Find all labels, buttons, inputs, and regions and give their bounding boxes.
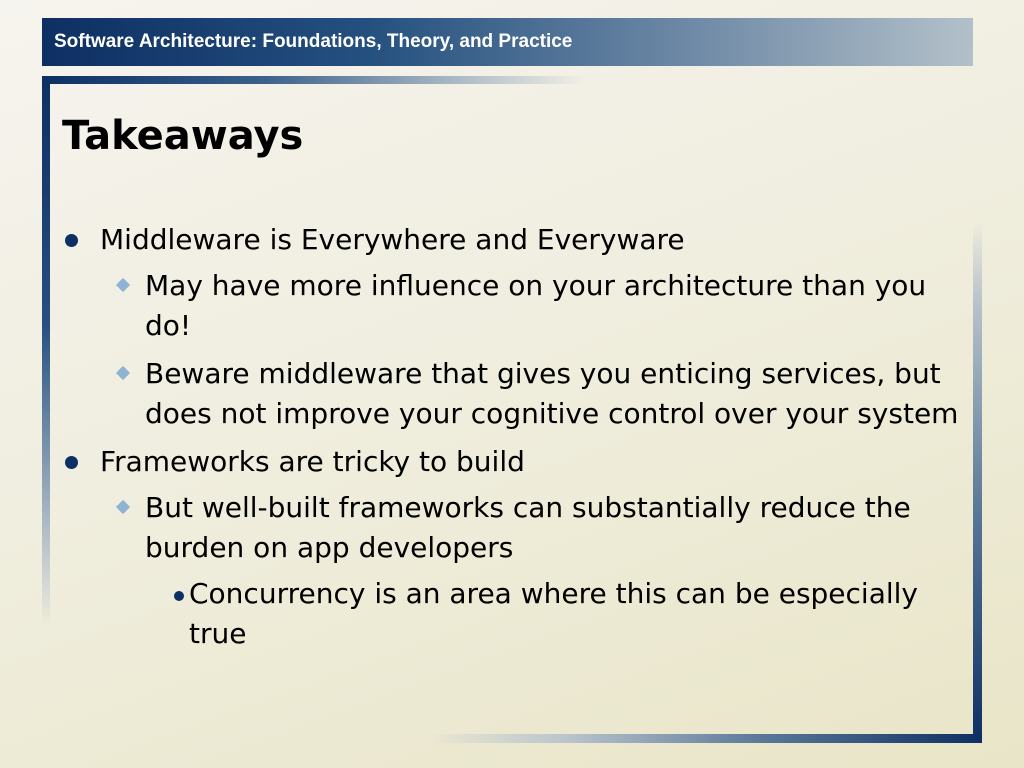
sub-bullet-item [100, 354, 972, 434]
frame-right-border [973, 222, 982, 743]
filled-circle-icon [65, 234, 78, 247]
sub-bullet-text: May have more influence on your architecture than you do! [145, 269, 927, 342]
header-title: Software Architecture: Foundations, Theory, and Practice [54, 31, 573, 52]
diamond-icon [116, 366, 130, 380]
sub-sub-bullet-list [145, 574, 972, 654]
header-bar [42, 18, 973, 66]
sub-sub-bullet-text: Concurrency is an area where this can be especially true [189, 577, 918, 650]
bullet-list [62, 220, 972, 654]
filled-circle-icon [174, 591, 184, 601]
bullet-text: Frameworks are tricky to build [100, 445, 525, 478]
bullet-text: Middleware is Everywhere and Everyware [100, 223, 685, 256]
sub-bullet-text: But well-built frameworks can substantially reduce the burden on app developers [145, 491, 911, 564]
diamond-icon [116, 500, 130, 514]
sub-bullet-item [100, 488, 972, 654]
diamond-icon [116, 278, 130, 292]
sub-bullet-list [100, 488, 972, 654]
sub-bullet-item [100, 266, 972, 346]
sub-sub-bullet-item [145, 574, 972, 654]
filled-circle-icon [65, 456, 78, 469]
sub-bullet-list [100, 266, 972, 434]
bullet-item [62, 220, 972, 434]
frame-left-border [42, 76, 50, 626]
bullet-item [62, 442, 972, 654]
slide-content [62, 220, 972, 662]
frame-bottom-border [430, 734, 982, 743]
slide-title: Takeaways [62, 113, 304, 159]
sub-bullet-text: Beware middleware that gives you enticing services, but does not improve your cognitive control over your system [145, 357, 959, 430]
frame-top-border [42, 76, 587, 84]
